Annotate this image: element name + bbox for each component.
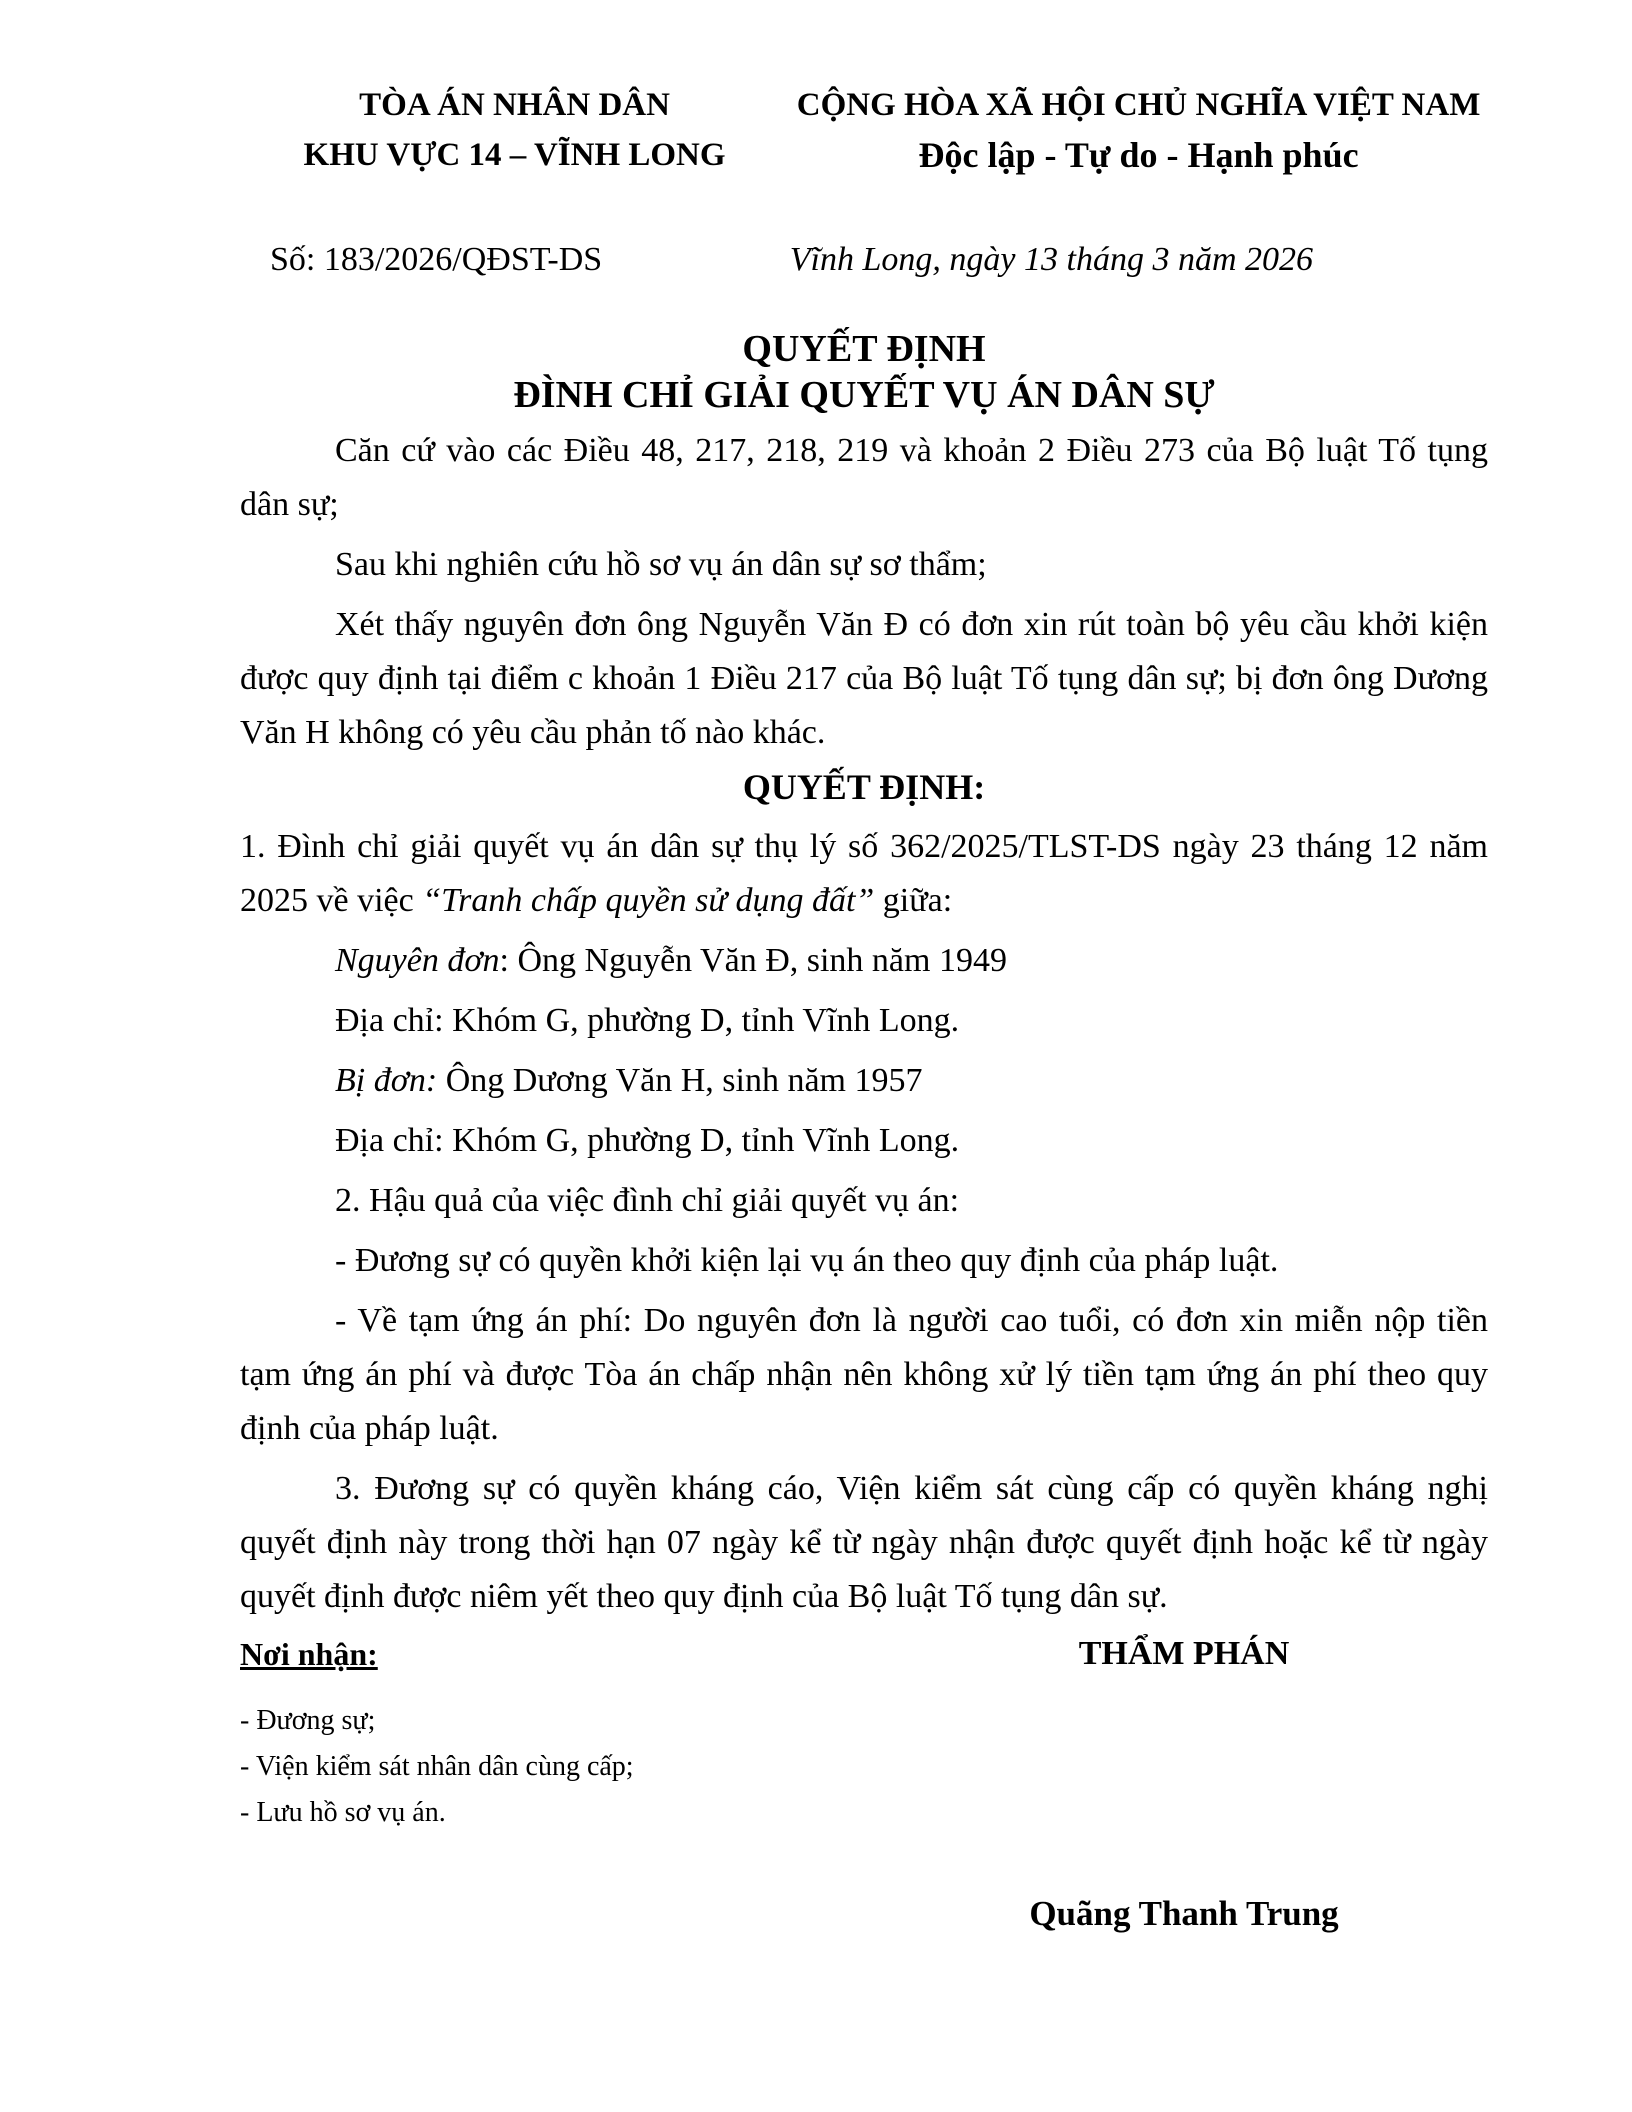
court-name-line1: TÒA ÁN NHÂN DÂN (359, 87, 670, 123)
document-number: Số: 183/2026/QĐST-DS (270, 241, 603, 278)
plaintiff-address-line: Địa chỉ: Khóm G, phường D, tỉnh Vĩnh Long. (335, 1002, 960, 1039)
article1-text-before: 1. Đình chỉ giải quyết vụ án dân sự thụ lý số 362/2025/TLST-DS ngày 23 tháng 12 năm 2025 về việc (240, 828, 1488, 919)
recipient-item: - Đương sự; (240, 1705, 376, 1736)
judge-name: Quãng Thanh Trung (1029, 1894, 1339, 1933)
paragraph-article2-bullet1: - Đương sự có quyền khởi kiện lại vụ án theo quy định của pháp luật. (335, 1242, 1279, 1279)
republic-motto: Độc lập - Tự do - Hạnh phúc (918, 135, 1359, 175)
article1-case-title: “Tranh chấp quyền sử dụng đất” (422, 882, 875, 919)
plaintiff-line (240, 934, 1488, 988)
paragraph-article3: 3. Đương sự có quyền kháng cáo, Viện kiểm sát cùng cấp có quyền kháng nghị quyết định này trong thời hạn 07 ngày kể từ ngày nhận được quyết định hoặc kể từ ngày quyết định được niêm yết theo quy định của Bộ luật Tố tụng dân sự. (240, 1470, 1488, 1615)
paragraph-finding: Xét thấy nguyên đơn ông Nguyễn Văn Đ có đơn xin rút toàn bộ yêu cầu khởi kiện được quy định tại điểm c khoản 1 Điều 217 của Bộ luật Tố tụng dân sự; bị đơn ông Dương Văn H không có yêu cầu phản tố nào khác. (240, 606, 1488, 751)
court-name-block (240, 80, 789, 180)
national-header-block (789, 80, 1488, 180)
signature-block (994, 1632, 1374, 1936)
recipients-list (240, 1698, 994, 1836)
document-title-block (240, 326, 1488, 418)
decision-subtitle: ĐÌNH CHỈ GIẢI QUYẾT VỤ ÁN DÂN SỰ (513, 374, 1215, 416)
paragraph-article2-bullet2: - Về tạm ứng án phí: Do nguyên đơn là người cao tuổi, có đơn xin miễn nộp tiền tạm ứng án phí và được Tòa án chấp nhận nên không xử lý tiền tạm ứng án phí theo quy định của pháp luật. (240, 1302, 1488, 1447)
document-meta-row (240, 238, 1488, 282)
recipients-block (240, 1632, 994, 1836)
defendant-line (240, 1054, 1488, 1108)
plaintiff-info: : Ông Nguyễn Văn Đ, sinh năm 1949 (499, 942, 1007, 979)
document-header (240, 80, 1488, 180)
defendant-label: Bị đơn: (335, 1062, 438, 1099)
recipient-item: - Lưu hồ sơ vụ án. (240, 1797, 446, 1828)
recipient-item: - Viện kiểm sát nhân dân cùng cấp; (240, 1751, 634, 1782)
defendant-address-line: Địa chỉ: Khóm G, phường D, tỉnh Vĩnh Long. (335, 1122, 960, 1159)
paragraph-article2-heading: 2. Hậu quả của việc đình chỉ giải quyết vụ án: (335, 1182, 960, 1219)
decision-section-heading: QUYẾT ĐỊNH: (742, 767, 986, 807)
paragraph-article1 (240, 820, 1488, 928)
judge-title: THẨM PHÁN (1078, 1635, 1290, 1672)
defendant-info: Ông Dương Văn H, sinh năm 1957 (437, 1062, 923, 1099)
decision-title: QUYẾT ĐỊNH (742, 328, 986, 370)
recipients-label: Nơi nhận: (240, 1636, 378, 1672)
paragraph-case-review: Sau khi nghiên cứu hồ sơ vụ án dân sự sơ thẩm; (335, 546, 987, 583)
document-footer (240, 1632, 1488, 1936)
article1-text-after: giữa: (874, 882, 953, 919)
court-name-line2: KHU VỰC 14 – VĨNH LONG (303, 137, 726, 173)
place-date-line: Vĩnh Long, ngày 13 tháng 3 năm 2026 (789, 241, 1313, 278)
paragraph-legal-basis: Căn cứ vào các Điều 48, 217, 218, 219 và khoản 2 Điều 273 của Bộ luật Tố tụng dân sự; (240, 432, 1488, 523)
plaintiff-label: Nguyên đơn (335, 942, 500, 979)
republic-title: CỘNG HÒA XÃ HỘI CHỦ NGHĨA VIỆT NAM (796, 87, 1481, 123)
